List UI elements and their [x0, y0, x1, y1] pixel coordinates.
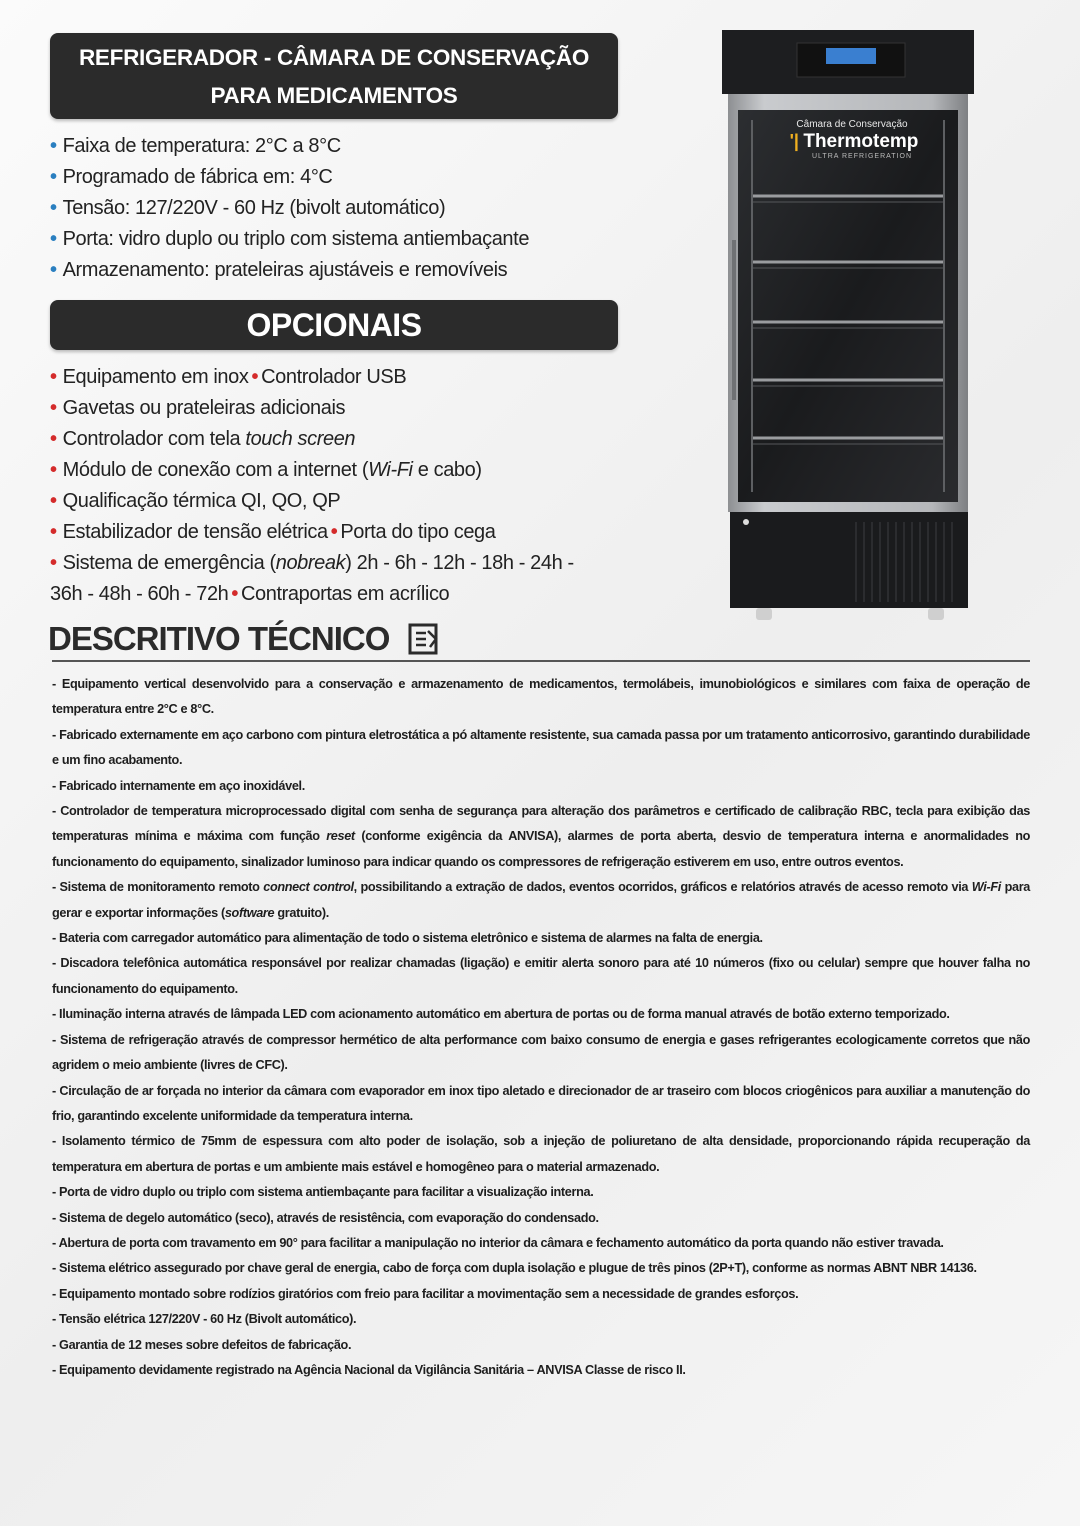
list-item: • Controlador com tela touch screen	[50, 428, 356, 450]
tech-paragraph: - Porta de vidro duplo ou triplo com sistema antiembaçante para facilitar a visualização interna.	[52, 1185, 594, 1200]
list-item: • Gavetas ou prateleiras adicionais	[50, 397, 346, 419]
tech-paragraph: - Isolamento térmico de 75mm de espessura com alto poder de isolação, sob a injeção de poliuretano de alta densidade, proporcionando rápida recuperação da temperatura em abertura de portas e um ambiente mais estável e homogêneo para o material armazenado.	[52, 1134, 1030, 1174]
bullet-icon: •	[50, 197, 57, 219]
brand-mark-icon: '|	[789, 131, 799, 151]
separator-icon: •	[231, 583, 239, 605]
bullet-icon: •	[50, 366, 57, 388]
fridge-tagline: ULTRA REFRIGERATION	[811, 153, 913, 160]
list-item: 36h - 48h - 60h - 72h • Contraportas em acrílico	[50, 583, 450, 605]
list-item: • Qualificação térmica QI, QO, QP	[50, 490, 341, 512]
specs-banner-line1: REFRIGERADOR - CÂMARA DE CONSERVAÇÃO	[78, 45, 590, 70]
tech-paragraph: - Equipamento devidamente registrado na Agência Nacional da Vigilância Sanitária – ANVISA Classe de risco II.	[52, 1362, 686, 1377]
fridge-label: Câmara de Conservação	[796, 119, 908, 130]
tech-paragraph: - Sistema de monitoramento remoto connect control, possibilitando a extração de dados, eventos ocorridos, gráficos e relatórios através de acesso remoto via Wi-Fi para gerar e exportar informações (software gratuito).	[52, 880, 1030, 920]
tech-paragraph: - Tensão elétrica 127/220V - 60 Hz (Bivolt automático).	[52, 1312, 357, 1327]
separator-icon: •	[330, 521, 338, 543]
list-item: • Estabilizador de tensão elétrica • Porta do tipo cega	[50, 521, 496, 543]
specs-banner-line2: PARA MEDICAMENTOS	[210, 83, 458, 108]
tech-paragraph: - Iluminação interna através de lâmpada LED com acionamento automático em abertura de portas ou de forma manual através de botão externo temporizado.	[52, 1007, 950, 1022]
tech-paragraph: - Sistema de refrigeração através de compressor hermético de alta performance com baixo consumo de energia e gases refrigerantes ecologicamente corretos que não agridem o meio ambiente (livres de CFC).	[52, 1032, 1030, 1073]
tech-paragraph: - Fabricado internamente em aço inoxidável.	[52, 778, 305, 793]
list-item: • Armazenamento: prateleiras ajustáveis e removíveis	[50, 259, 508, 281]
list-item: • Tensão: 127/220V - 60 Hz (bivolt automático)	[50, 197, 446, 219]
tech-paragraph: - Circulação de ar forçada no interior da câmara com evaporador em inox tipo aletado e direcionador de ar traseiro com blocos criogênicos para auxiliar a manutenção do frio, garantindo excelente uniformidade da temperatura interna.	[52, 1083, 1030, 1123]
bullet-icon: •	[50, 397, 57, 419]
tech-paragraph: - Equipamento vertical desenvolvido para a conservação e armazenamento de medicamentos, termolábeis, imunobiológicos e similares com faixa de operação de temperatura entre 2°C e 8°C.	[52, 677, 1030, 717]
list-item: • Porta: vidro duplo ou triplo com sistema antiembaçante	[50, 228, 530, 250]
tech-paragraph: - Bateria com carregador automático para alimentação de todo o sistema eletrônico e sistema de alarmes na falta de energia.	[52, 931, 763, 946]
list-item: • Módulo de conexão com a internet (Wi-Fi e cabo)	[50, 459, 482, 481]
bullet-icon: •	[50, 135, 57, 157]
optionals-banner	[50, 300, 618, 350]
tech-paragraph: - Garantia de 12 meses sobre defeitos de fabricação.	[52, 1337, 352, 1352]
bullet-icon: •	[50, 228, 57, 250]
bullet-icon: •	[50, 259, 57, 281]
bullet-icon: •	[50, 428, 57, 450]
document-icon	[408, 623, 440, 655]
list-item: • Programado de fábrica em: 4°C	[50, 166, 333, 188]
bullet-icon: •	[50, 521, 57, 543]
specs-banner	[50, 33, 618, 119]
tech-paragraph: - Discadora telefônica automática responsável por realizar chamadas (ligação) e emitir alerta sonoro para até 10 números (fixo ou celular) sempre que houver falha no funcionamento do equipamento.	[52, 956, 1030, 996]
bullet-icon: •	[50, 490, 57, 512]
tech-paragraph: - Controlador de temperatura microprocessado digital com senha de segurança para alteração dos parâmetros e certificado de calibração RBC, tecla para exibição das temperaturas mínima e máxima com função reset (conforme exigência da ANVISA), alarmes de porta aberta, desvio de temperatura interna e anormalidades no funcionamento do equipamento, sinalizador luminoso para indicar quando os compressores de refrigeração estiverem em uso, entre outros eventos.	[52, 804, 1030, 869]
list-item: • Equipamento em inox • Controlador USB	[50, 366, 407, 388]
optionals-title: OPCIONAIS	[246, 307, 422, 343]
tech-title: DESCRITIVO TÉCNICO	[48, 620, 390, 657]
separator-icon: •	[251, 366, 259, 388]
tech-paragraph: - Sistema elétrico assegurado por chave geral de energia, cabo de força com dupla isolação e plugue de três pinos (2P+T), conforme as normas ABNT NBR 14136.	[52, 1261, 977, 1276]
fridge-brand-logo	[762, 131, 946, 153]
tech-paragraph: - Abertura de porta com travamento em 90° para facilitar a manipulação no interior da câmara e fechamento automático da porta quando não estiver travada.	[52, 1235, 944, 1250]
fridge-brand: Thermotemp	[803, 131, 919, 152]
tech-paragraph: - Equipamento montado sobre rodízios giratórios com freio para facilitar a movimentação sem a necessidade de grandes esforços.	[52, 1286, 799, 1301]
tech-paragraph: - Fabricado externamente em aço carbono com pintura eletrostática a pó altamente resistente, sua camada passa por um tratamento anticorrosivo, garantindo durabilidade e um fino acabamento.	[52, 727, 1030, 768]
bullet-icon: •	[50, 459, 57, 481]
tech-paragraph: - Sistema de degelo automático (seco), através de resistência, com evaporação do condensado.	[52, 1210, 599, 1225]
list-item: • Sistema de emergência (nobreak) 2h - 6h - 12h - 18h - 24h -	[50, 552, 574, 574]
bullet-icon: •	[50, 166, 57, 188]
list-item: • Faixa de temperatura: 2°C a 8°C	[50, 135, 341, 157]
bullet-icon: •	[50, 552, 57, 574]
section-divider	[52, 660, 1030, 662]
tech-description	[52, 672, 1030, 1383]
